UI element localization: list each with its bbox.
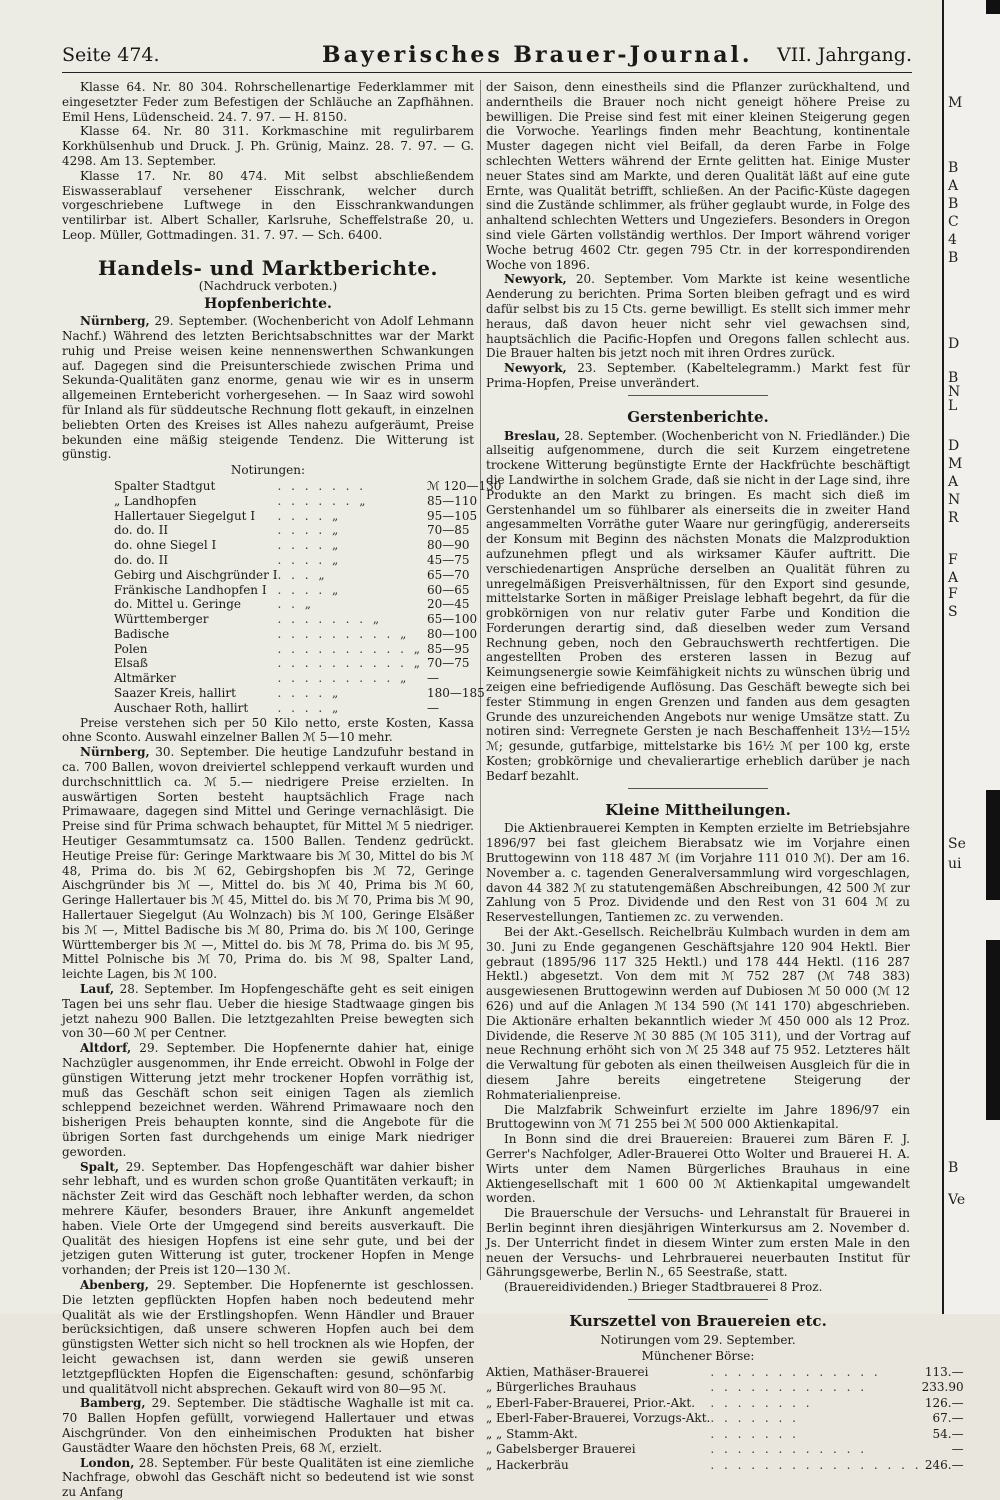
report-paragraph: Abenberg, 29. September. Die Hopfenernte ist geschlossen. Die letzten gepflückten Hopfen haben noch bedeutend mehr Qualität als wie der Erstlingshopfen. Wenn Händler und Brauer berücksichtigen, daß unsere schweren Hopfen auch bei dem günstigsten Wetter sich nicht so hell trocknen als wie Hopfen, der leicht gewachsen ist, dann werden sie gewiß unseren letztgepflückten Hopfen die Eigenschaften: gesund, schönfarbig und qualitätvoll nicht absprechen. Gekauft wird von 80—95 ℳ. (62, 1277, 474, 1396)
price-row (84, 509, 501, 524)
edge-letter: 4 (948, 232, 957, 248)
quote-row (486, 1380, 964, 1396)
copyright-note: (Nachdruck verboten.) (198, 278, 338, 293)
subsection-title: Gerstenberichte. (627, 407, 769, 426)
price-dots: . . . . „ (277, 523, 342, 538)
quote-price: 246.— (924, 1457, 964, 1472)
subsection-title: Kurszettel von Brauereien etc. (569, 1311, 827, 1330)
price-price: 20—45 (426, 597, 470, 612)
quote-name: „ Eberl-Faber-Brauerei, Vorzugs-Akt. (486, 1411, 711, 1426)
quote-row (486, 1457, 964, 1473)
news-paragraph: Die Brauerschule der Versuchs- und Lehranstalt für Brauerei in Berlin beginnt ihren diesjährigen Winterkursus am 2. November d. Js. Der Unterricht findet in diesem Winter zum ersten Male in den neuen der Versuchs- und Lehrbrauerei neuerbauten Institut für Gährungsgewerbe, Berlin N., 65 Seestraße, statt. (486, 1206, 910, 1280)
price-price: 45—75 (426, 552, 470, 567)
dark-edge-mark (986, 790, 1000, 900)
quote-dots: . . . . . . . . (710, 1395, 813, 1410)
page-header (62, 42, 912, 68)
price-dots: . . . „ (277, 567, 328, 582)
price-row (84, 612, 501, 627)
price-dots: . . . . „ (277, 552, 342, 567)
quote-name: „ Hackerbräu (486, 1457, 569, 1472)
price-row (84, 656, 501, 671)
price-row (84, 568, 501, 583)
edge-letter: M (948, 95, 963, 111)
edge-letter: B (948, 250, 959, 266)
price-name: Gebirg und Aischgründer I (114, 567, 278, 582)
price-row (84, 538, 501, 553)
adjacent-page-edge (942, 0, 1000, 1314)
edge-letter: N (948, 492, 961, 508)
edge-letter: B (948, 370, 959, 386)
news-paragraph: (Brauereidividenden.) Brieger Stadtbrauerei 8 Proz. (504, 1280, 823, 1295)
report-paragraph: Altdorf, 29. September. Die Hopfenernte dahier hat, einige Nachzügler ausgenommen, ihr Ende erreicht. Obwohl in Folge der günstigen Witterung jetzt mehr trockener Hopfen vorräthig ist, muß das Geschäft schon seit einigen Tagen als ziemlich schleppend bezeichnet werden. Während Primawaare noch den bisherigen Preis behaupten konnte, sind die Angebote für die übrigen Sorten fast durchgehends um einige Mark niedriger geworden. (62, 1041, 474, 1159)
edge-letter: Ve (948, 1192, 966, 1208)
edge-letter: A (948, 178, 959, 194)
edge-letter: D (948, 438, 960, 454)
patent-entry: Klasse 64. Nr. 80 311. Korkmaschine mit regulirbarem Korkhülsenhub und Druck. J. Ph. Grünig, Mainz. 28. 7. 97. — G. 4298. Am 13. September. (62, 124, 474, 168)
price-dots: . . . . . . . . . „ (277, 671, 410, 686)
patent-entry: Klasse 64. Nr. 80 304. Rohrschellenartige Federklammer mit eingesetzter Feder zum Befestigen der Schläuche an Zapfhähnen. Emil Hens, Lüdenscheid. 24. 7. 97. — H. 8150. (62, 80, 474, 124)
price-dots: . . . . „ (277, 538, 342, 553)
report-paragraph: Newyork, 23. September. (Kabeltelegramm.) Markt fest für Prima-Hopfen, Preise unverändert. (486, 361, 910, 390)
price-name: Saazer Kreis, hallirt (114, 686, 236, 701)
patent-entry: Klasse 17. Nr. 80 474. Mit selbst abschließendem Eiswasserablauf versehener Eisschrank, welcher durch vorgeschriebene Luftwege in den Eisschrankwandungen ventilirbar ist. Albert Schaller, Karlsruhe, Scheffelstraße 20, u. Leop. Müller, Gottmadingen. 31. 7. 97. — Sch. 6400. (62, 168, 474, 242)
quote-row (486, 1426, 964, 1442)
price-dots: . . . . . . . . . . „ (277, 656, 423, 671)
divider (628, 788, 768, 789)
quote-price: 54.— (932, 1426, 964, 1441)
report-paragraph: Bamberg, 29. September. Die städtische Waghalle ist mit ca. 70 Ballen Hopfen gefüllt, vorwiegend Hallertauer und etwas Aischgründer. Von den einheimischen Produkten hat bisher Gaustädter Waare den höchsten Preis, 68 ℳ, erzielt. (62, 1396, 474, 1455)
quote-name: „ „ Stamm-Akt. (486, 1426, 578, 1441)
edge-letter: F (948, 586, 958, 602)
price-price: 80—90 (426, 538, 470, 553)
subsection-title: Hopfenberichte. (204, 296, 332, 313)
edge-letter: D (948, 336, 960, 352)
price-dots: . . . . . . „ (277, 493, 369, 508)
edge-letter: R (948, 510, 959, 526)
price-name: do. ohne Siegel I (114, 538, 217, 553)
divider (628, 1299, 768, 1300)
report-paragraph: Nürnberg, 29. September. (Wochenbericht von Adolf Lehmann Nachf.) Während des letzten Berichtsabschnittes war der Markt ruhig und Preise weisen keine nennenswerthen Schwankungen auf. Dagegen sind die Preisunterschiede zwischen Prima und Sekunda-Qualitäten ganz enorme, genau wie wir es in unserm allgemeinen Erntebericht vorhergesehen. — In Saaz wird sowohl für Inland als für süddeutsche Rechnung flott gekauft, in einzelnen beliebten Orten des Kreises ist Alles nahezu aufgeräumt, Preise bekunden eine mäßig steigende Tendenz. Die Witterung ist günstig. (62, 314, 474, 462)
price-name: Württemberger (114, 612, 209, 627)
price-row (84, 479, 501, 494)
price-name: Badische (114, 626, 170, 641)
price-price: 95—105 (426, 508, 478, 523)
price-row (84, 523, 501, 538)
quote-dots: . . . . . . . . . . . . (710, 1442, 868, 1457)
journal-title: Bayerisches Brauer-Journal. (322, 42, 753, 68)
quote-name: „ Bürgerliches Brauhaus (486, 1380, 637, 1395)
price-price: — (426, 700, 439, 715)
price-name: „ Landhopfen (114, 493, 197, 508)
quote-name: „ Eberl-Faber-Brauerei, Prior.-Akt. (486, 1395, 696, 1410)
price-price: — (426, 671, 439, 686)
news-paragraph: Die Aktienbrauerei Kempten in Kempten erzielte im Betriebsjahre 1896/97 bei fast gleichem Bierabsatz wie im Vorjahre einen Bruttogewinn von 118 487 ℳ (im Vorjahre 111 010 ℳ). Der am 16. November a. c. tagenden Generalversammlung wird vorgeschlagen, davon 44 382 ℳ zu statutengemäßen Abschreibungen, 42 500 ℳ zur Zahlung von 5 Proz. Dividende und den Rest von 31 604 ℳ zu Reservestellungen, Tantiemen zc. zu verwenden. (486, 821, 910, 925)
report-paragraph: London, 28. September. Für beste Qualitäten ist eine ziemliche Nachfrage, obwohl das Geschäft nicht so bedeutend ist wie sonst zu Anfang (62, 1455, 474, 1500)
price-price: 65—70 (426, 567, 470, 582)
price-dots: . . . . . . . (277, 478, 367, 493)
quote-row (486, 1395, 964, 1411)
notirungen-label: Notirungen: (230, 463, 306, 478)
price-name: Elsaß (114, 656, 148, 671)
price-name: do. do. II (114, 552, 169, 567)
header-rule (62, 72, 912, 73)
report-paragraph: Spalt, 29. September. Das Hopfengeschäft war dahier bisher sehr lebhaft, und es wurden schon große Quantitäten verkauft; in nächster Zeit wird das Geschäft noch lebhafter werden, da schon mehrere Käufer, besonders Brauer, ihre Ankunft angemeldet haben. Viele Orte der Umgegend sind bereits ausverkauft. Die Qualität des hiesigen Hopfens ist eine sehr gute, und bei der jetzigen guten Witterung ist guter, trockener Hopfen in Menge vorhanden; der Preis ist 120—130 ℳ. (62, 1159, 474, 1278)
price-dots: . . . . „ (277, 686, 342, 701)
price-price: 85—95 (426, 641, 470, 656)
quote-dots: . . . . . . . . . . . . . (710, 1364, 881, 1379)
report-paragraph: der Saison, denn einestheils sind die Pflanzer zurückhaltend, und anderntheils die Brauer noch nicht geneigt höhere Preise zu bewilligen. Die Preise sind fest mit einer kleinen Steigerung gegen die Vorwoche. Yearlings finden mehr Beachtung, kontinentale Muster dagegen nicht viel Beifall, da deren Farbe in Folge schlechten Wetters während der Ernte gelitten hat. Einige Muster neuer States sind am Markte, und deren Qualität läßt auf eine gute Ernte, was Qualität betrifft, schließen. An der Pacific-Küste dagegen sind die Zustände schlimmer, als früher geglaubt wurde, in Folge des anhaltend schlechten Wetters und Ungeziefers. Besonders in Oregon sind viele Gärten vollständig werthlos. Der Import während voriger Woche betrug 4602 Ctr. gegen 795 Ctr. in der korrespondirenden Woche von 1896. (486, 80, 910, 272)
quote-price: 67.— (932, 1411, 964, 1426)
price-dots: . . „ (277, 597, 314, 612)
quote-name: Aktien, Mathäser-Brauerei (486, 1364, 649, 1379)
edge-letter: N (948, 384, 961, 400)
price-dots: . . . . . . . „ (277, 612, 383, 627)
price-row (84, 627, 501, 642)
quote-row (486, 1442, 964, 1458)
volume-label: VII. Jahrgang. (776, 44, 912, 66)
edge-letter: B (948, 160, 959, 176)
price-price: 70—85 (426, 523, 470, 538)
price-row (84, 686, 501, 701)
quote-row (486, 1411, 964, 1427)
price-dots: . . . . „ (277, 700, 342, 715)
edge-letter: L (948, 398, 958, 414)
price-name: Hallertauer Siegelgut I (114, 508, 256, 523)
news-paragraph: In Bonn sind die drei Brauereien: Brauerei zum Bären F. J. Gerrer's Nachfolger, Adler-Brauerei Otto Wolter und Brauerei H. A. Wirts unter dem Namen Bürgerliches Brauhaus in eine Aktiengesellschaft mit 1 600 00 ℳ Aktienkapital umgewandelt worden. (486, 1132, 910, 1206)
price-dots: . . . . „ (277, 508, 342, 523)
price-dots: . . . . . . . . . „ (277, 626, 410, 641)
price-dots: . . . . „ (277, 582, 342, 597)
edge-letter: B (948, 1160, 959, 1176)
divider (628, 395, 768, 396)
edge-letter: F (948, 552, 958, 568)
report-paragraph: Lauf, 28. September. Im Hopfengeschäfte geht es seit einigen Tagen bei uns sehr flau. Ueber die hiesige Stadtwaage gingen bis jetzt nahezu 900 Ballen. Die letztgezahlten Preise bewegten sich von 30—60 ℳ per Centner. (62, 982, 474, 1041)
quote-dots: . . . . . . . . . . . . (710, 1380, 868, 1395)
edge-letter: A (948, 570, 959, 586)
edge-letter: M (948, 456, 963, 472)
price-price: 65—100 (426, 612, 478, 627)
quote-row (486, 1364, 964, 1380)
hop-price-table (84, 479, 501, 716)
price-price: 85—110 (426, 493, 478, 508)
price-price: ℳ 120—130 (426, 478, 502, 493)
price-row (84, 597, 501, 612)
section-title: Handels- und Marktberichte. (98, 255, 438, 280)
price-name: do. Mittel u. Geringe (114, 597, 241, 612)
report-paragraph: Nürnberg, 30. September. Die heutige Landzufuhr bestand in ca. 700 Ballen, wovon dreiviertel schleppend verkauft wurden und durchschnittlich ca. ℳ 5.— niedrigere Preise erzielten. In auswärtigen Sorten besteht hauptsächlich Frage nach Primawaare, dagegen sind Mittel und Geringe vernachläsigt. Die Preise sind für Prima schwach behauptet, für Mittel ℳ 5 niedriger. Heutiger Gesammtumsatz ca. 1500 Ballen. Tendenz gedrückt. Heutige Preise für: Geringe Marktwaare bis ℳ 30, Mittel do bis ℳ 48, Prima do. bis ℳ 62, Gebirgshopfen bis ℳ 72, Geringe Aischgründer bis ℳ —, Mittel do. bis ℳ 40, Prima bis ℳ 60, Geringe Hallertauer bis ℳ 45, Mittel do. bis ℳ 70, Prima bis ℳ 90, Hallertauer Siegelgut (Au Wolnzach) bis ℳ 100, Geringe Elsäßer bis ℳ —, Mittel Badische bis ℳ 80, Prima do. bis ℳ 100, Geringe Württemberger bis ℳ —, Mittel do. bis ℳ 78, Prima do. bis ℳ 95, Mittel Polnische bis ℳ 70, Prima do. bis ℳ 98, Spalter Land, leichte Lagen, bis ℳ 100. (62, 745, 474, 982)
price-dots: . . . . . . . . . . „ (277, 641, 423, 656)
quote-dots: . . . . . . . (710, 1426, 799, 1441)
price-name: do. do. II (114, 523, 169, 538)
price-name: Auschaer Roth, hallirt (114, 700, 249, 715)
quote-dots: . . . . . . . (710, 1411, 799, 1426)
quote-price: 233.90 (921, 1380, 964, 1395)
price-price: 80—100 (426, 626, 478, 641)
left-column (62, 80, 502, 1500)
price-row (84, 583, 501, 598)
edge-letter: B (948, 196, 959, 212)
quote-price: 113.— (924, 1364, 964, 1379)
price-row (84, 553, 501, 568)
dark-edge-mark (986, 0, 1000, 14)
edge-letter: C (948, 214, 959, 230)
news-paragraph: Die Malzfabrik Schweinfurt erzielte im Jahre 1896/97 ein Bruttogewinn von ℳ 71 255 bei ℳ 500 000 Aktienkapital. (486, 1102, 910, 1132)
price-price: 60—65 (426, 582, 470, 597)
edge-letter: ui (948, 856, 962, 872)
kurs-date: Notirungen vom 29. September. (600, 1332, 796, 1347)
dark-edge-mark (986, 940, 1000, 1120)
price-price: 180—185 (426, 686, 485, 701)
price-name: Spalter Stadtgut (114, 478, 216, 493)
price-row (84, 701, 501, 716)
edge-letter: S (948, 604, 958, 620)
price-name: Polen (114, 641, 148, 656)
kurs-exchange: Münchener Börse: (641, 1348, 755, 1363)
quote-price: — (951, 1442, 964, 1457)
price-price: 70—75 (426, 656, 470, 671)
price-row (84, 494, 501, 509)
report-paragraph: Breslau, 28. September. (Wochenbericht von N. Friedländer.) Die allseitig aufgenommene, durch die seit Kurzem eingetretene trockene Witterung begünstigte Ernte der Hackfrüchte beschäftigt die Landwirthe in solchem Grade, daß sie nicht in der Lage sind, ihre Produkte an den Markt zu bringen. Es macht sich dieß im Gerstenhandel um so fühlbarer als einerseits die in zweiter Hand angesammelten Vorräthe guter Waare nur geringfügig, andererseits der Konsum mit Beginn des nächsten Monats die Malzproduktion aufzunehmen pflegt und als wirksamer Käufer auftritt. Die verschiedenartigen Ansprüche derselben an Qualität führen zu unregelmäßigen Preisverhältnissen, für den Export sind gesunde, mittelstarke Sorten in mäßiger Preislage lebhaft begehrt, da für die grobkörnigen von nur relativ guter Farbe und Kondition die Forderungen derartig sind, daß dieselben weder zum Versand Rechnung geben, noch den Gebrauchswerth rechtfertigen. Die angestellten Proben des ersteren lassen in Bezug auf Keimungsenergie sowie Keimfähigkeit nichts zu wünschen übrig und zeigen eine befriedigende Auflösung. Das Geschäft bewegte sich bei fester Stimmung in engen Grenzen und fanden aus dem gesagten Grunde des unzureichenden Angebots nur wenige Umsätze statt. Zu notiren sind: Verregnete Gersten je nach Beschaffenheit 13½—15½ ℳ; gesunde, gutfarbige, mittelstarke bis 16½ ℳ per 100 kg, erste Kosten; grobkörnige und chevalierartige erheblich darüber je nach Bedarf bezahlt. (486, 428, 910, 783)
subsection-title: Kleine Mittheilungen. (605, 800, 791, 819)
quote-name: „ Gabelsberger Brauerei (486, 1442, 636, 1457)
brewery-quote-table (486, 1364, 964, 1473)
page-number: Seite 474. (62, 44, 160, 66)
news-paragraph: Bei der Akt.-Gesellsch. Reichelbräu Kulmbach wurden in dem am 30. Juni zu Ende gegangenen Geschäftsjahre 120 904 Hektl. Bier gebraut (1895/96 117 325 Hektl.) und 178 444 Hektl. (116 287 Hektl.) abgesetzt. Von dem mit ℳ 752 287 (ℳ 748 383) ausgewiesenen Bruttogewinn werden auf Dubiosen ℳ 50 000 (ℳ 12 626) und auf die Anlagen ℳ 134 590 (ℳ 141 170) abgeschrieben. Die Aktionäre erhalten bekanntlich wieder ℳ 450 000 als 12 Proz. Dividende, die Reserve ℳ 30 885 (ℳ 105 311), und der Vortrag auf neue Rechnung erhöht sich von ℳ 25 348 auf 75 952. Letzteres hält die Verwaltung für geboten als einen theilweisen Ausgleich für die in diesem Jahre bereits eingetretene Steigerung der Rohmaterialienpreise. (486, 925, 910, 1102)
edge-letter: Se (948, 836, 966, 852)
edge-letter: A (948, 474, 959, 490)
price-name: Altmärker (114, 671, 176, 686)
report-paragraph: Newyork, 20. September. Vom Markte ist keine wesentliche Aenderung zu berichten. Prima Sorten bleiben gefragt und es wird dafür selbst bis zu 15 Cts. gerne bewilligt. Es stellt sich immer mehr heraus, daß davon heuer nicht sehr viel gewachsen sind, hauptsächlich die Pacific-Hopfen und Oregons fallen schlecht aus. Die Brauer halten bis jetzt noch mit ihren Ordres zurück. (486, 272, 910, 361)
quote-dots: . . . . . . . . . . . . . . . . (710, 1457, 922, 1472)
quote-price: 126.— (924, 1395, 964, 1410)
price-row (84, 642, 501, 657)
price-row (84, 671, 501, 686)
price-note: Preise verstehen sich per 50 Kilo netto, erste Kosten, Kassa ohne Sconto. Auswahl einzelner Ballen ℳ 5—10 mehr. (62, 715, 474, 745)
price-name: Fränkische Landhopfen I (114, 582, 267, 597)
